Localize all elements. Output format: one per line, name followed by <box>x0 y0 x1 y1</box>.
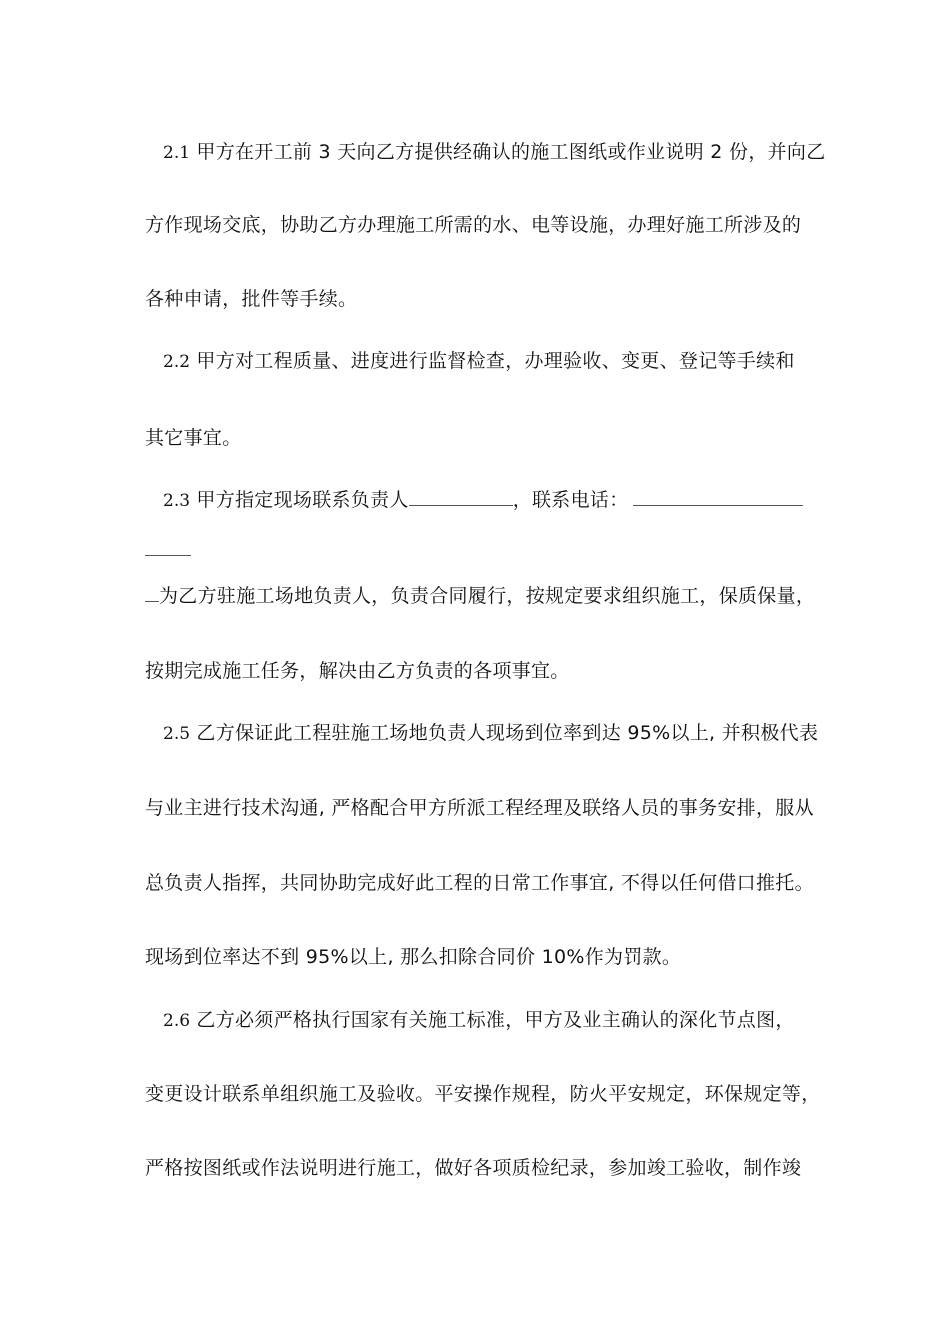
site-manager-blank <box>145 583 159 602</box>
clause-text: 为乙方驻施工场地负责人，负责合同履行，按规定要求组织施工，保质保量， <box>159 585 816 607</box>
clause-2-5-line-1 <box>163 720 818 747</box>
clause-2-1-line-2: 方作现场交底，协助乙方办理施工所需的水、电等设施，办理好施工所涉及的 <box>145 214 802 236</box>
clause-2-6-line-1 <box>163 1007 795 1034</box>
clause-text: 乙方保证此工程驻施工场地负责人现场到位率到达 95%以上, 并积极代表 <box>196 722 819 744</box>
clause-number: 2.3 <box>163 491 191 511</box>
clause-2-1-line-3: 各种申请，批件等手续。 <box>145 288 358 310</box>
clause-text: 甲方对工程质量、进度进行监督检查，办理验收、变更、登记等手续和 <box>196 350 795 372</box>
clause-2-3-line-3 <box>145 583 815 609</box>
clause-text: 甲方在开工前 3 天向乙方提供经确认的施工图纸或作业说明 2 份，并向乙 <box>196 141 826 163</box>
contact-phone-blank <box>633 487 803 506</box>
clause-2-6-line-2: 变更设计联系单组织施工及验收。平安操作规程，防火平安规定，环保规定等， <box>145 1083 821 1105</box>
contact-phone-blank-continued <box>145 537 191 556</box>
clause-number: 2.1 <box>163 143 191 163</box>
clause-text: ，联系电话： <box>512 489 629 511</box>
clause-2-1-line-1 <box>163 139 826 166</box>
clause-2-2-line-2: 其它事宜。 <box>145 427 242 449</box>
clause-2-3-line-1 <box>163 487 803 514</box>
clause-text: 乙方必须严格执行国家有关施工标准，甲方及业主确认的深化节点图， <box>196 1009 795 1031</box>
clause-number: 2.6 <box>163 1011 191 1031</box>
clause-2-3-line-4: 按期完成施工任务，解决由乙方负责的各项事宜。 <box>145 660 570 682</box>
clause-number: 2.2 <box>163 352 191 372</box>
clause-text: 甲方指定现场联系负责人 <box>196 489 409 511</box>
clause-number: 2.5 <box>163 724 191 744</box>
clause-2-2-line-1 <box>163 348 795 375</box>
clause-2-5-line-4: 现场到位率达不到 95%以上, 那么扣除合同价 10%作为罚款。 <box>145 946 682 968</box>
clause-2-6-line-3: 严格按图纸或作法说明进行施工，做好各项质检纪录，参加竣工验收，制作竣 <box>145 1157 802 1179</box>
contact-person-blank <box>409 487 513 506</box>
clause-2-5-line-2: 与业主进行技术沟通, 严格配合甲方所派工程经理及联络人员的事务安排，服从 <box>145 797 814 819</box>
clause-2-5-line-3: 总负责人指挥，共同协助完成好此工程的日常工作事宜, 不得以任何借口推托。 <box>145 872 814 894</box>
